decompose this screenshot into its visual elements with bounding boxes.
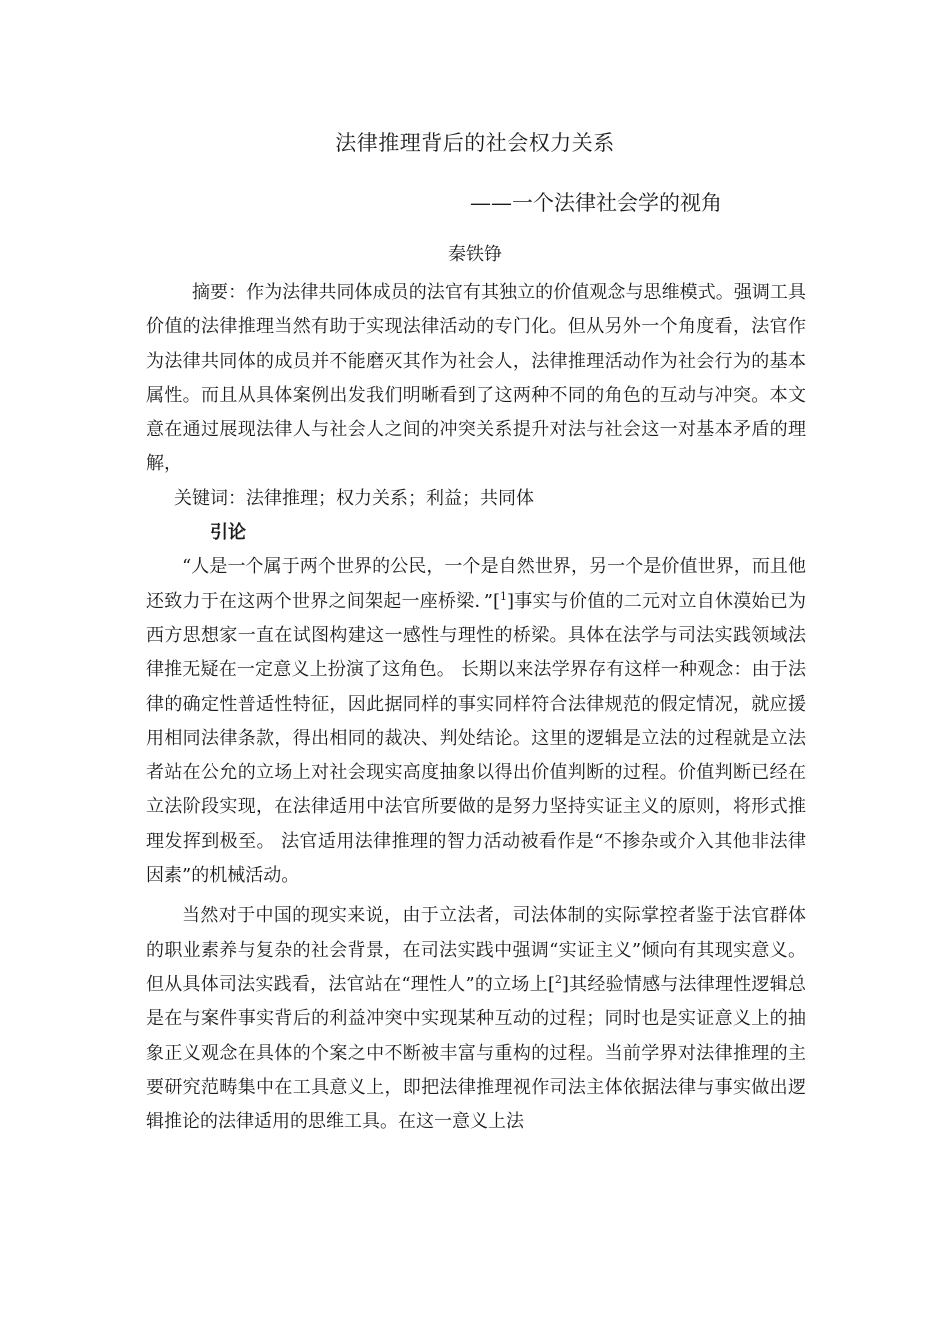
body-paragraph-1 [146,550,806,893]
paragraph-2-text-b: ]其经验情感与法律理性逻辑总是在与案件事实背后的利益冲突中实现某种互动的过程；同时也是实证意义上的抽象正义观念在具体的个案之中不断被丰富与重构的过程。当前学界对法律推理的主要研究范畴集中在工具意义上，即把法律推理视作司法主体依据法律与事实做出逻辑推论的法律适用的思维工具。在这一意义上法 [146,973,806,1133]
keywords-line: 关键词：法律推理；权力关系；利益；共同体 [174,487,534,509]
document-body [146,276,806,1139]
footnote-ref-2: 2 [554,972,562,986]
body-paragraph-2 [146,899,806,1139]
paragraph-1-text-a: “人是一个属于两个世界的公民，一个是自然世界，另一个是价值世界，而且他还致力于在这两个世界之间架起一座桥梁．”[ [146,556,806,612]
abstract-paragraph: 摘要：作为法律共同体成员的法官有其独立的价值观念与思维模式。强调工具价值的法律推理当然有助于实现法律活动的专门化。但从另外一个角度看，法官作为法律共同体的成员并不能磨灭其作为社会人，法律推理活动作为社会行为的基本属性。而且从具体案例出发我们明晰看到了这两种不同的角色的互动与冲突。本文意在通过展现法律人与社会人之间的冲突关系提升对法与社会这一对基本矛盾的理解， [146,282,806,475]
paragraph-2-text-a: 当然对于中国的现实来说，由于立法者，司法体制的实际掌控者鉴于法官群体的职业素养与复杂的社会背景，在司法实践中强调“实证主义”倾向有其现实意义。但从具体司法实践看，法官站在“理性人”的立场上[ [146,905,806,995]
author-name: 秦铁铮 [448,244,502,265]
document-subtitle: ——一个法律社会学的视角 [470,191,722,215]
paragraph-1-text-b: ]事实与价值的二元对立自休漠始已为西方思想家一直在试图构建这一感性与理性的桥梁。具体在法学与司法实践领域法律推无疑在一定意义上扮演了这角色。 长期以来法学界存有这样一种观念：由于法律的确定性普适性特征，因此据同样的事实同样符合法律规范的假定情况，就应援用相同法律条款，得出相同的裁决、判处结论。这里的逻辑是立法的过程就是立法者站在公允的立场上对社会现实高度抽象以得出价值判断的过程。价值判断已经在立法阶段实现，在法律适用中法官所要做的是努力坚持实证主义的原则，将形式推理发挥到极至。 法官适用法律推理的智力活动被看作是“不掺杂或介入其他非法律因素”的机械活动。 [146,590,806,887]
section-heading: 引论 [210,522,246,544]
document-title: 法律推理背后的社会权力关系 [335,131,615,155]
footnote-ref-1: 1 [499,589,507,603]
